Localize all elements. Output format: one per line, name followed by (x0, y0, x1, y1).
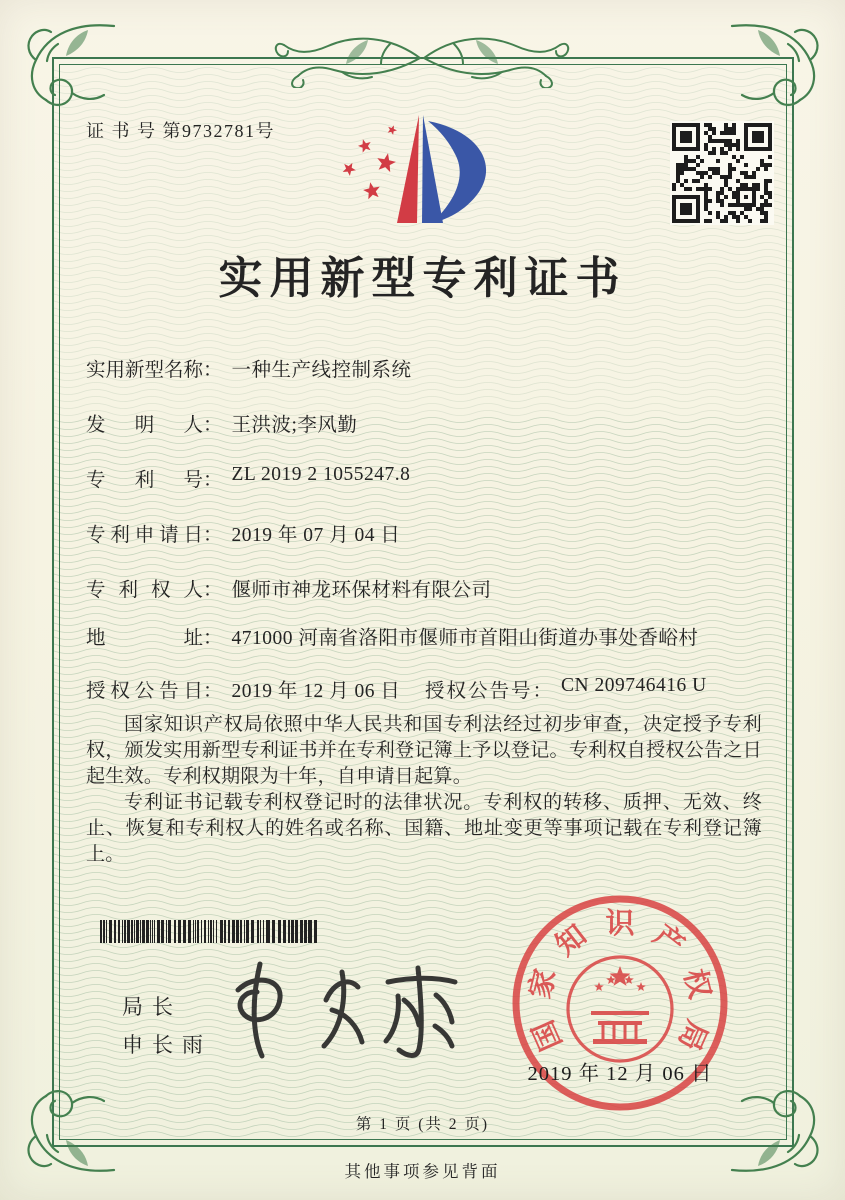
certificate-title: 实用新型专利证书 (218, 254, 627, 303)
field-colon: ： (203, 580, 223, 601)
field-label: 实用新型名称 (86, 360, 204, 381)
field-row-address (86, 622, 698, 650)
commissioner-name: 申长雨 (122, 1033, 212, 1057)
field-row-filing-date (86, 519, 400, 547)
field-row-grant-date (86, 675, 400, 703)
svg-text:国: 国 (527, 1015, 569, 1055)
barcode (100, 920, 322, 943)
field-colon: ： (203, 470, 223, 491)
field-colon: ： (203, 525, 223, 546)
legal-paragraphs (86, 712, 762, 868)
cnipa-logo-icon (336, 111, 506, 231)
field-value: 2019 年 12 月 06 日 (231, 681, 401, 702)
corner-flourish-icon (24, 22, 116, 108)
national-emblem-icon (568, 957, 672, 1061)
field-row-name (86, 354, 412, 382)
field-value: ZL 2019 2 1055247.8 (231, 464, 411, 485)
paragraph-grant-statement: 国家知识产权局依照中华人民共和国专利法经过初步审查，决定授予专利权，颁发实用新型专利证书并在专利登记簿上予以登记。专利权自授权公告之日起生效。专利权期限为十年，自申请日起算。 (86, 714, 762, 787)
corner-flourish-icon (730, 22, 822, 108)
official-red-seal (495, 893, 745, 1133)
field-colon: ： (203, 681, 223, 702)
field-label: 授权公告号 (425, 681, 533, 702)
field-row-inventor (86, 409, 357, 437)
field-label: 专利号 (86, 470, 203, 491)
svg-text:家: 家 (524, 965, 563, 1002)
field-colon: ： (532, 681, 553, 702)
field-row-grant-number (425, 675, 707, 703)
svg-text:识: 识 (605, 908, 635, 940)
field-list (86, 354, 766, 702)
field-label: 专利权人 (86, 580, 203, 601)
field-value: 一种生产线控制系统 (231, 360, 412, 381)
field-label: 发明人 (86, 415, 203, 436)
seal-date: 2019 年 12 月 06 日 (527, 1063, 713, 1085)
svg-text:权: 权 (677, 965, 716, 1002)
field-value: 王洪波;李风勤 (231, 415, 358, 436)
commissioner-title: 局长 (122, 995, 182, 1019)
top-center-flourish-icon (272, 28, 572, 88)
field-value: 2019 年 07 月 04 日 (231, 525, 401, 546)
certificate-number: 证 书 号 第9732781号 (86, 121, 275, 141)
field-value: 471000 河南省洛阳市偃师市首阳山街道办事处香峪村 (231, 628, 699, 649)
signature-handwriting-icon (222, 948, 462, 1066)
field-colon: ： (203, 360, 223, 381)
field-label: 授权公告日 (86, 681, 203, 702)
qr-code (670, 121, 774, 225)
field-row-patent-no (86, 464, 410, 492)
page-number: 第 1 页 (共 2 页) (355, 1116, 490, 1133)
svg-text:产: 产 (647, 919, 690, 963)
field-label: 专利申请日 (86, 525, 203, 546)
field-label: 地址 (86, 628, 203, 649)
field-value: CN 209746416 U (561, 675, 707, 696)
svg-text:知: 知 (550, 919, 593, 963)
svg-text:局: 局 (671, 1015, 713, 1055)
field-value: 偃师市神龙环保材料有限公司 (231, 580, 492, 601)
paragraph-register-statement: 专利证书记载专利权登记时的法律状况。专利权的转移、质押、无效、终止、恢复和专利权人的姓名或名称、国籍、地址变更等事项记载在专利登记簿上。 (86, 792, 762, 865)
field-row-patentee (86, 574, 492, 602)
field-colon: ： (203, 415, 223, 436)
back-side-note: 其他事项参见背面 (344, 1162, 501, 1181)
field-colon: ： (203, 628, 223, 649)
